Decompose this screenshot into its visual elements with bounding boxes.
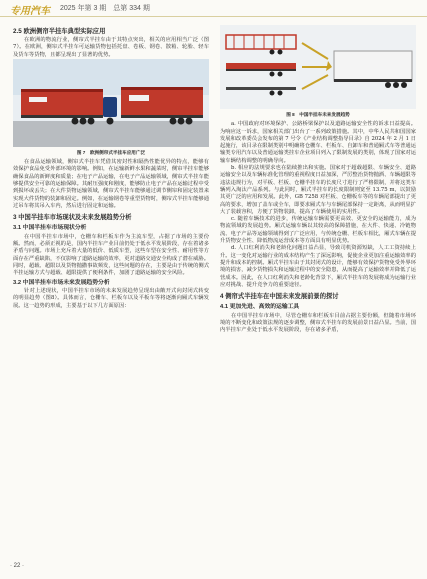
paragraph: 在欧洲的物流行业，侧帘式半挂车由于其特点突出，相关的应用相当广泛（图7）。在欧洲，侧帘式半挂车可运输货物包括托盘、卷板、钢卷、散箱、轮胎、轻车及货车等货物，且都呈现出了显著的优势。 bbox=[13, 37, 209, 58]
paragraph: a. 中国政府对环境保护、公路桥梁保护以及道路运输安全性的诉求日益提高。为响应这一诉求，国家相关部门出台了一系列政策措施。其中，中华人民共和国国家发展和改革委员会发布的第 7 号令《产业结构调整指导目录》自 2024 年 2 月 1 日起施行，该目录在限制类别中明确将仓栅车、栏板车、自卸车和普通厢式车等普通运输类专用汽车以及普通运输类挂车企业项目列入了限制发展的类别，体现了国家对运输车辆结构调整的明确导向。 bbox=[220, 121, 416, 164]
section-3-2-title: 3.2 中国半挂车市场未来发展趋势分析 bbox=[13, 279, 110, 286]
figure-7-caption: 图 7 欧洲侧帘式半挂车应用广泛 bbox=[76, 149, 146, 155]
paragraph: 在中国半挂车市场中，仓栅车和栏板车作为主流车型，占据了市场的主要份额。然而，必须正视的是，国内半挂车产业目前仍处于低水平发展阶段，存在着诸多矛盾与问题。市场上充斥着大量的低价、低质车型，这些车型在安全性、耐用性等方面存在严重缺陷，不仅影响了道路运输的效率，更对道路交通安全构成了潜在威胁。同时，超载、超限以及货物抛撒事故频发，这些问题的存在，主要是由于传统的侧式半挂运输方式与超载、超限提供了便利条件，加剧了道路运输的安全风险。 bbox=[13, 233, 209, 277]
right-column bbox=[220, 25, 416, 335]
left-column bbox=[13, 25, 209, 310]
paragraph: d. 人口红利消失和老龄化问题日益凸显，导致司机资源短缺，人工工资持续上升。这一变化对运输行业的成本结构产生了深远影响，促使企业更加注重运输效率的提升和成本的控制。厢式半挂车由于其封闭式的设计，能够有效保护货物免受外界环境的损害，减少货物损失和运输过程中的安全隐患，从而提高了运输效率并降低了运营成本。因此，在人口红利消失和老龄化背景下，厢式半挂车的发展将成为运输行业应对挑战、提升竞争力的重要途径。 bbox=[220, 245, 416, 288]
paragraph: c. 随着车辆技术的进步，传统运输车辆需要更高效、更安全的运输能力，成为物流领域的发展趋势。厢式运输车辆以其较高的保障措施，在大件、快递、冷链物流、电子产品等运输领域得到了广泛应用，与传统仓栅、栏板车相比，厢式车辆在提升货物安全性、降低物流运营成本等方面具有明显优势。 bbox=[220, 216, 416, 245]
paragraph: 在食品运输领域，侧帘式半挂车凭借其密封性和隔热性能优异的特点，能够有效保护食品免受外部环境的影响。例如，在运输新鲜水果和蔬菜时，侧帘半挂车能够确保食品的新鲜度和质量；在电子产品运输，在电子产品运输领域，侧帘式半挂车能够提供安全可靠的运输保障。其耐压强度和刚度，能够防止电子产品在运输过程中受到损坏或丢失；在大件货物运输领域，侧帘式半挂车能够通过调节侧帘和固定装置来实现大件货物的装卸和固定。例如，在运输钢卷等重型货物时，侧帘式半挂车能够通过吊车将其吊入车内，然后进行固定和运输。 bbox=[13, 159, 209, 209]
section-3-1-title: 3.1 中国半挂车市场现状分析 bbox=[13, 225, 87, 232]
paragraph: 针对上述现状，中国半挂车市场的未来发展趋势呈现出由敞开式向封闭式转变的明显趋势（图8）。具体而言，仓栅车、栏板车以及平板车等将逐渐向厢式车辆发展。这一趋势的形成，主要基于以下几方面原因： bbox=[13, 288, 209, 309]
section-4-title: 4 侧帘式半挂车在中国未来发展前景的探讨 bbox=[220, 293, 339, 301]
figure-8-caption: 图 8 中国半挂车未来发展趋势 bbox=[286, 112, 350, 117]
figure-7 bbox=[13, 59, 209, 147]
page-number: · 22 · bbox=[10, 563, 25, 569]
paragraph: 在中国半挂车市场中，尽管仓栅车和栏板车目前占据主要份额，但随着市场环境的不断变化和政策法规的逐步调整，侧帘式半挂车的发展前景日益凸显。当前，国内半挂车产业处于低水平发展阶段，存在诸多矛盾， bbox=[220, 312, 416, 334]
trailer-photo-icon bbox=[13, 59, 209, 147]
figure-8 bbox=[220, 25, 416, 109]
journal-logo: 专用汽车 bbox=[10, 6, 50, 17]
section-4-1-title: 4.1 更加先进、高效的运输工具 bbox=[220, 304, 300, 311]
section-3-title: 3 中国半挂车市场现状及未来发展趋势分析 bbox=[13, 214, 132, 222]
paragraph: b. 相应的法规要求也在陆续推出和实施。国家对于超载超限、车辆安全、道路运输安全以及车辆标准化管理的重视程度日益加深，严厉整治货物抛洒、车辆超限等违法违规行为，对平板、栏板、仓栅半挂车的长度尺寸进行了严格限制，并将这类车辆列入淘汰产品系列。与此同时，厢式半挂车的长度限制则宽至 13.75 m，以鼓励其更广泛的应用和发展。此外，GB 7258 对栏板、仓栅板车等的车辆尾部提出了更高的要求，增加了盖车或全车，即要求厢式车与车辆尾部保持一定距离，从而明显扩大了装载容积，方便了货物装卸，提高了车辆使用的实用性。 bbox=[220, 165, 416, 215]
trailer-types-diagram-icon bbox=[220, 25, 416, 109]
page-header bbox=[0, 0, 427, 17]
section-2-5-title: 2.5 欧洲侧帘半挂车典型实际应用 bbox=[13, 28, 106, 35]
issue-info: 2025 年第 3 期 总第 334 期 bbox=[60, 5, 150, 12]
